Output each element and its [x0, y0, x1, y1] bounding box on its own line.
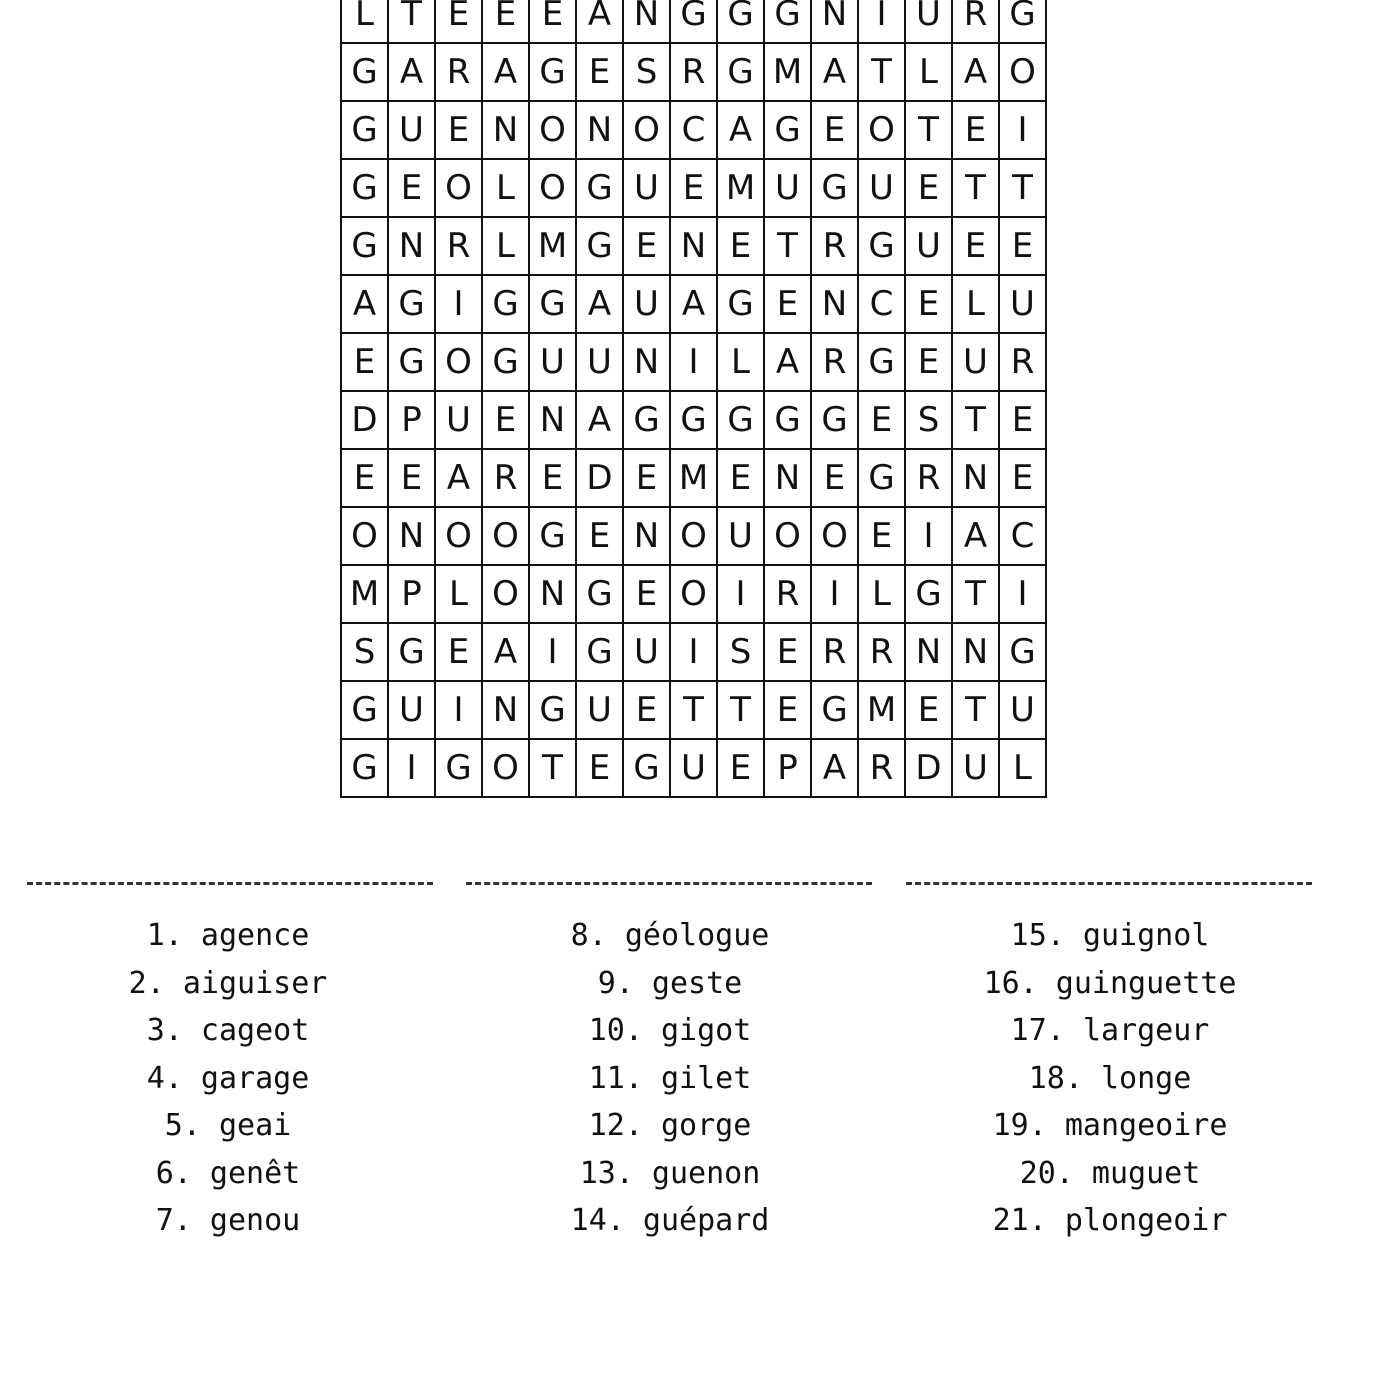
grid-cell[interactable]: N [906, 624, 953, 682]
grid-cell[interactable]: D [342, 392, 389, 450]
grid-cell[interactable]: G [577, 566, 624, 624]
grid-cell[interactable]: N [671, 218, 718, 276]
grid-cell[interactable]: O [436, 160, 483, 218]
grid-cell[interactable]: R [906, 450, 953, 508]
grid-cell[interactable]: G [812, 682, 859, 740]
grid-cell[interactable]: L [859, 566, 906, 624]
grid-cell[interactable]: G [342, 102, 389, 160]
grid-cell[interactable]: U [906, 0, 953, 44]
grid-cell[interactable]: E [624, 682, 671, 740]
grid-cell[interactable]: G [812, 160, 859, 218]
grid-cell[interactable]: G [765, 102, 812, 160]
grid-cell[interactable]: E [530, 450, 577, 508]
grid-cell[interactable]: E [577, 740, 624, 798]
word-item: 15. guignol [1010, 918, 1210, 953]
word-item: 1. agence [146, 918, 310, 953]
divider-line-2 [466, 882, 872, 885]
grid-cell[interactable]: I [1000, 566, 1047, 624]
word-item: 14. guépard [570, 1203, 770, 1238]
grid-cell[interactable]: E [1000, 218, 1047, 276]
grid-cell[interactable]: E [624, 566, 671, 624]
grid-cell[interactable]: N [483, 102, 530, 160]
grid-cell[interactable]: O [624, 102, 671, 160]
grid-cell[interactable]: A [483, 44, 530, 102]
grid-cell[interactable]: T [906, 102, 953, 160]
grid-cell[interactable]: N [530, 392, 577, 450]
grid-cell[interactable]: G [718, 276, 765, 334]
grid-cell[interactable]: A [577, 392, 624, 450]
word-item: 4. garage [146, 1060, 310, 1096]
letter-grid [340, 0, 1047, 798]
grid-cell[interactable]: E [577, 508, 624, 566]
grid-cell[interactable]: O [812, 508, 859, 566]
grid-cell[interactable]: O [530, 102, 577, 160]
divider-line-3 [906, 882, 1312, 885]
grid-cell[interactable]: G [342, 44, 389, 102]
grid-cell[interactable]: U [953, 334, 1000, 392]
grid-cell[interactable]: T [859, 44, 906, 102]
grid-cell[interactable]: T [953, 392, 1000, 450]
grid-cell[interactable]: G [718, 44, 765, 102]
grid-cell[interactable]: S [906, 392, 953, 450]
grid-cell[interactable]: L [483, 160, 530, 218]
grid-cell[interactable]: O [765, 508, 812, 566]
grid-cell[interactable]: O [671, 508, 718, 566]
grid-cell[interactable]: E [718, 450, 765, 508]
grid-cell[interactable]: O [436, 334, 483, 392]
grid-cell[interactable]: E [953, 218, 1000, 276]
grid-cell[interactable]: N [953, 450, 1000, 508]
grid-cell[interactable]: G [1000, 0, 1047, 44]
grid-cell[interactable]: D [577, 450, 624, 508]
grid-cell[interactable]: E [1000, 450, 1047, 508]
grid-cell[interactable]: N [624, 334, 671, 392]
grid-cell[interactable]: G [530, 508, 577, 566]
grid-cell[interactable]: E [1000, 392, 1047, 450]
grid-cell[interactable]: E [906, 160, 953, 218]
grid-cell[interactable]: U [577, 334, 624, 392]
grid-cell[interactable]: A [389, 44, 436, 102]
grid-cell[interactable]: I [530, 624, 577, 682]
grid-cell[interactable]: A [953, 508, 1000, 566]
grid-cell[interactable]: U [718, 508, 765, 566]
word-item: 13. guenon [579, 1155, 761, 1191]
grid-cell[interactable]: U [624, 624, 671, 682]
word-item: 2. aiguiser [128, 965, 328, 1001]
grid-cell[interactable]: R [812, 218, 859, 276]
grid-cell[interactable]: E [436, 0, 483, 44]
grid-cell[interactable]: N [389, 508, 436, 566]
grid-cell[interactable]: G [342, 160, 389, 218]
grid-cell[interactable]: O [671, 566, 718, 624]
word-item: 9. geste [597, 965, 743, 1001]
grid-cell[interactable]: U [624, 276, 671, 334]
grid-cell[interactable]: A [718, 102, 765, 160]
grid-cell[interactable]: M [718, 160, 765, 218]
grid-cell[interactable]: A [953, 44, 1000, 102]
grid-cell[interactable]: O [483, 740, 530, 798]
grid-cell[interactable]: R [859, 740, 906, 798]
grid-cell[interactable]: M [765, 44, 812, 102]
grid-cell[interactable]: G [859, 450, 906, 508]
grid-cell[interactable]: N [812, 0, 859, 44]
grid-cell[interactable]: I [812, 566, 859, 624]
grid-cell[interactable]: E [577, 44, 624, 102]
word-item: 18. longe [1028, 1060, 1192, 1096]
word-list-column-1 [18, 912, 438, 1245]
grid-cell[interactable]: G [859, 218, 906, 276]
grid-cell[interactable]: E [671, 160, 718, 218]
grid-cell[interactable]: E [436, 624, 483, 682]
grid-cell[interactable]: L [718, 334, 765, 392]
grid-cell[interactable]: E [906, 682, 953, 740]
grid-cell[interactable]: G [483, 334, 530, 392]
grid-cell[interactable]: E [812, 102, 859, 160]
grid-cell[interactable]: L [436, 566, 483, 624]
grid-cell[interactable]: N [812, 276, 859, 334]
grid-cell[interactable]: G [530, 682, 577, 740]
grid-cell[interactable]: C [1000, 508, 1047, 566]
grid-cell[interactable]: R [436, 218, 483, 276]
grid-cell[interactable]: G [812, 392, 859, 450]
grid-cell[interactable]: U [953, 740, 1000, 798]
grid-cell[interactable]: O [483, 566, 530, 624]
grid-cell[interactable]: T [671, 682, 718, 740]
grid-cell[interactable]: G [671, 0, 718, 44]
grid-cell[interactable]: G [577, 160, 624, 218]
grid-cell[interactable]: E [765, 276, 812, 334]
grid-cell[interactable]: O [530, 160, 577, 218]
grid-cell[interactable]: P [389, 392, 436, 450]
grid-cell[interactable]: N [483, 682, 530, 740]
grid-cell[interactable]: N [953, 624, 1000, 682]
grid-cell[interactable]: M [530, 218, 577, 276]
grid-cell[interactable]: R [436, 44, 483, 102]
grid-cell[interactable]: A [577, 276, 624, 334]
grid-cell[interactable]: D [906, 740, 953, 798]
grid-cell[interactable]: M [859, 682, 906, 740]
grid-cell[interactable]: E [624, 450, 671, 508]
word-list-column-2 [460, 912, 880, 1245]
grid-cell[interactable]: A [436, 450, 483, 508]
grid-cell[interactable]: G [577, 218, 624, 276]
grid-cell[interactable]: L [953, 276, 1000, 334]
grid-cell[interactable]: U [389, 682, 436, 740]
grid-cell[interactable]: U [1000, 276, 1047, 334]
word-item: 11. gilet [588, 1060, 752, 1096]
word-item: 19. mangeoire [992, 1108, 1228, 1143]
grid-cell[interactable]: U [906, 218, 953, 276]
grid-cell[interactable]: I [389, 740, 436, 798]
grid-cell[interactable]: G [389, 624, 436, 682]
grid-cell[interactable]: T [953, 160, 1000, 218]
grid-cell[interactable]: G [859, 334, 906, 392]
grid-cell[interactable]: T [953, 566, 1000, 624]
grid-cell[interactable]: R [953, 0, 1000, 44]
grid-cell[interactable]: R [812, 624, 859, 682]
grid-cell[interactable]: G [624, 392, 671, 450]
grid-cell[interactable]: N [765, 450, 812, 508]
grid-cell[interactable]: T [1000, 160, 1047, 218]
grid-cell[interactable]: T [389, 0, 436, 44]
divider-line-1 [27, 882, 433, 885]
grid-cell[interactable]: O [483, 508, 530, 566]
grid-cell[interactable]: M [342, 566, 389, 624]
grid-cell[interactable]: A [671, 276, 718, 334]
grid-cell[interactable]: T [718, 682, 765, 740]
grid-cell[interactable]: E [530, 0, 577, 44]
grid-cell[interactable]: P [765, 740, 812, 798]
grid-cell[interactable]: N [624, 508, 671, 566]
grid-cell[interactable]: E [906, 334, 953, 392]
grid-cell[interactable]: R [765, 566, 812, 624]
grid-cell[interactable]: U [859, 160, 906, 218]
grid-cell[interactable]: G [530, 276, 577, 334]
grid-cell[interactable]: E [859, 508, 906, 566]
grid-cell[interactable]: O [1000, 44, 1047, 102]
grid-cell[interactable]: U [577, 682, 624, 740]
grid-cell[interactable]: R [671, 44, 718, 102]
grid-cell[interactable]: E [859, 392, 906, 450]
grid-cell[interactable]: I [906, 508, 953, 566]
grid-cell[interactable]: L [342, 0, 389, 44]
grid-cell[interactable]: L [483, 218, 530, 276]
grid-cell[interactable]: I [1000, 102, 1047, 160]
grid-cell[interactable]: G [624, 740, 671, 798]
grid-cell[interactable]: G [389, 276, 436, 334]
grid-cell[interactable]: M [671, 450, 718, 508]
word-item: 16. guinguette [983, 965, 1237, 1001]
grid-cell[interactable]: U [671, 740, 718, 798]
grid-cell[interactable]: C [859, 276, 906, 334]
grid-cell[interactable]: E [765, 682, 812, 740]
grid-cell[interactable]: S [624, 44, 671, 102]
grid-cell[interactable]: I [859, 0, 906, 44]
word-item: 8. géologue [570, 918, 770, 953]
grid-cell[interactable]: U [1000, 682, 1047, 740]
grid-cell[interactable]: N [389, 218, 436, 276]
grid-cell[interactable]: G [342, 740, 389, 798]
grid-cell[interactable]: R [859, 624, 906, 682]
grid-cell[interactable]: G [718, 392, 765, 450]
grid-cell[interactable]: E [624, 218, 671, 276]
grid-cell[interactable]: I [436, 276, 483, 334]
grid-cell[interactable]: G [436, 740, 483, 798]
grid-cell[interactable]: U [436, 392, 483, 450]
grid-cell[interactable]: T [953, 682, 1000, 740]
grid-cell[interactable]: L [1000, 740, 1047, 798]
grid-cell[interactable]: N [577, 102, 624, 160]
grid-cell[interactable]: N [624, 0, 671, 44]
grid-cell[interactable]: S [718, 624, 765, 682]
grid-cell[interactable]: G [765, 392, 812, 450]
grid-cell[interactable]: G [342, 682, 389, 740]
grid-cell[interactable]: G [906, 566, 953, 624]
grid-cell[interactable]: O [436, 508, 483, 566]
grid-cell[interactable]: G [671, 392, 718, 450]
grid-cell[interactable]: I [671, 624, 718, 682]
grid-cell[interactable]: P [389, 566, 436, 624]
grid-cell[interactable]: O [342, 508, 389, 566]
grid-cell[interactable]: T [765, 218, 812, 276]
grid-cell[interactable]: N [530, 566, 577, 624]
word-item: 6. genêt [155, 1155, 301, 1191]
grid-cell[interactable]: A [483, 624, 530, 682]
word-item: 3. cageot [146, 1013, 310, 1048]
grid-cell[interactable]: G [718, 0, 765, 44]
grid-cell[interactable]: G [389, 334, 436, 392]
grid-cell[interactable]: A [765, 334, 812, 392]
word-item: 10. gigot [588, 1013, 752, 1048]
grid-cell[interactable]: E [906, 276, 953, 334]
grid-cell[interactable]: E [342, 334, 389, 392]
grid-cell[interactable]: L [906, 44, 953, 102]
grid-cell[interactable]: G [530, 44, 577, 102]
grid-cell[interactable]: U [624, 160, 671, 218]
grid-cell[interactable]: E [389, 450, 436, 508]
grid-cell[interactable]: O [859, 102, 906, 160]
grid-cell[interactable]: C [671, 102, 718, 160]
word-item: 12. gorge [588, 1108, 752, 1143]
grid-cell[interactable]: R [483, 450, 530, 508]
word-item: 20. muguet [1019, 1155, 1201, 1191]
grid-cell[interactable]: E [389, 160, 436, 218]
grid-cell[interactable]: T [530, 740, 577, 798]
word-item: 7. genou [155, 1203, 301, 1238]
grid-cell[interactable]: E [436, 102, 483, 160]
word-item: 17. largeur [1010, 1013, 1210, 1048]
grid-cell[interactable]: E [483, 0, 530, 44]
grid-cell[interactable]: U [530, 334, 577, 392]
grid-cell[interactable]: A [812, 740, 859, 798]
grid-cell[interactable]: S [342, 624, 389, 682]
grid-cell[interactable]: G [483, 276, 530, 334]
grid-cell[interactable]: R [812, 334, 859, 392]
grid-cell[interactable]: E [483, 392, 530, 450]
grid-cell[interactable]: I [718, 566, 765, 624]
word-item: 21. plongeoir [992, 1203, 1228, 1238]
grid-cell[interactable]: E [342, 450, 389, 508]
grid-cell[interactable]: I [671, 334, 718, 392]
grid-cell[interactable]: A [342, 276, 389, 334]
grid-cell[interactable]: A [812, 44, 859, 102]
grid-cell[interactable]: G [765, 0, 812, 44]
grid-cell[interactable]: U [765, 160, 812, 218]
grid-cell[interactable]: I [436, 682, 483, 740]
grid-cell[interactable]: G [577, 624, 624, 682]
word-list-column-3 [900, 912, 1320, 1245]
grid-cell[interactable]: U [389, 102, 436, 160]
grid-cell[interactable]: E [953, 102, 1000, 160]
grid-cell[interactable]: R [1000, 334, 1047, 392]
grid-cell[interactable]: E [812, 450, 859, 508]
grid-cell[interactable]: G [1000, 624, 1047, 682]
grid-cell[interactable]: G [342, 218, 389, 276]
grid-cell[interactable]: E [718, 218, 765, 276]
grid-cell[interactable]: E [765, 624, 812, 682]
word-item: 5. geai [164, 1108, 292, 1143]
grid-cell[interactable]: E [718, 740, 765, 798]
grid-cell[interactable]: A [577, 0, 624, 44]
